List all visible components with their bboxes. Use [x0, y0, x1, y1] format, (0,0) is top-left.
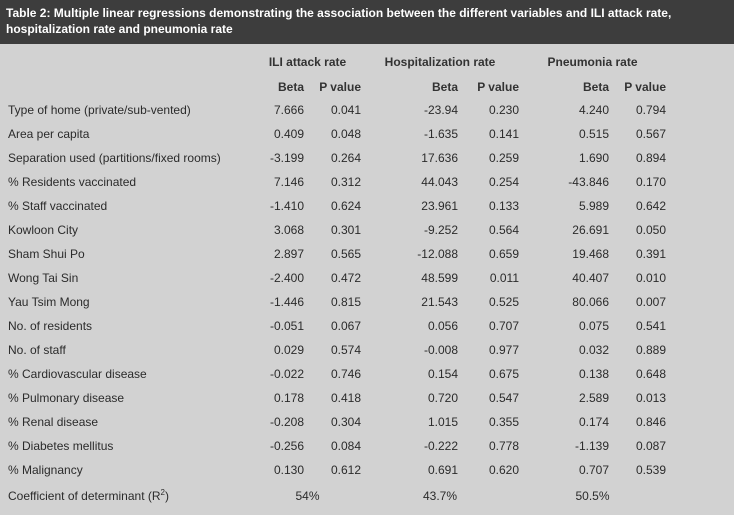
row-label: % Staff vaccinated [8, 199, 108, 213]
group-header-ili: ILI attack rate [268, 55, 347, 69]
cell-pneu-p-value: 0.013 [635, 391, 666, 405]
cell-hosp-p-value: 0.355 [488, 415, 519, 429]
cell-ili-p-value: 0.815 [330, 295, 361, 309]
cell-pneu-beta: 4.240 [578, 103, 609, 117]
cell-ili-beta: -1.410 [269, 199, 304, 213]
cell-ili-p-value: 0.746 [330, 367, 361, 381]
cell-hosp-beta: 17.636 [421, 151, 458, 165]
cell-pneu-p-value: 0.007 [635, 295, 666, 309]
row-label: % Renal disease [8, 415, 99, 429]
group-header-hospitalization: Hospitalization rate [384, 55, 496, 69]
cell-pneu-p-value: 0.391 [635, 247, 666, 261]
cell-pneu-beta: 5.989 [578, 199, 609, 213]
cell-pneu-beta: 0.707 [578, 463, 609, 477]
cell-pneu-beta: 0.515 [578, 127, 609, 141]
cell-hosp-p-value: 0.254 [488, 175, 519, 189]
cell-ili-beta: -0.051 [269, 319, 304, 333]
cell-hosp-beta: 21.543 [421, 295, 458, 309]
table-row [0, 266, 734, 290]
table-row [0, 314, 734, 338]
table-row [0, 290, 734, 314]
r2-ili: 54% [295, 489, 320, 503]
sub-header-p-value: P value [319, 80, 361, 94]
footer-label: Coefficient of determinant $(R^2)$ [8, 488, 169, 503]
cell-pneu-p-value: 0.794 [635, 103, 666, 117]
cell-hosp-p-value: 0.133 [488, 199, 519, 213]
cell-ili-p-value: 0.041 [330, 103, 361, 117]
row-label: % Pulmonary disease [8, 391, 125, 405]
table-row [0, 434, 734, 458]
cell-ili-p-value: 0.264 [330, 151, 361, 165]
cell-ili-p-value: 0.418 [330, 391, 361, 405]
cell-pneu-beta: 0.032 [578, 343, 609, 357]
cell-ili-p-value: 0.472 [330, 271, 361, 285]
cell-hosp-beta: 0.720 [427, 391, 458, 405]
cell-hosp-beta: -23.94 [423, 103, 458, 117]
cell-hosp-p-value: 0.011 [489, 271, 519, 285]
cell-hosp-p-value: 0.259 [488, 151, 519, 165]
cell-pneu-beta: 1.690 [578, 151, 609, 165]
row-label: % Cardiovascular disease [8, 367, 147, 381]
cell-ili-beta: -2.400 [269, 271, 304, 285]
group-header-pneumonia: Pneumonia rate [547, 55, 638, 69]
cell-ili-p-value: 0.084 [330, 439, 361, 453]
cell-pneu-p-value: 0.087 [635, 439, 666, 453]
cell-hosp-beta: 1.015 [427, 415, 458, 429]
cell-ili-beta: 3.068 [273, 223, 304, 237]
cell-hosp-p-value: 0.230 [488, 103, 519, 117]
cell-hosp-p-value: 0.977 [488, 343, 519, 357]
table-row [0, 386, 734, 410]
table-row [0, 146, 734, 170]
cell-pneu-p-value: 0.539 [635, 463, 666, 477]
cell-hosp-p-value: 0.547 [488, 391, 519, 405]
cell-ili-p-value: 0.304 [330, 415, 361, 429]
sub-header-beta: Beta [431, 80, 458, 94]
cell-pneu-p-value: 0.170 [635, 175, 666, 189]
cell-hosp-beta: -0.008 [423, 343, 458, 357]
table-row [0, 122, 734, 146]
cell-hosp-beta: 0.691 [427, 463, 458, 477]
row-label: Yau Tsim Mong [8, 295, 90, 309]
cell-ili-beta: -0.208 [269, 415, 304, 429]
cell-hosp-beta: 23.961 [421, 199, 458, 213]
sub-header-p-value: P value [477, 80, 519, 94]
cell-hosp-p-value: 0.675 [488, 367, 519, 381]
cell-ili-p-value: 0.301 [330, 223, 361, 237]
row-label: No. of residents [8, 319, 93, 333]
r2-pneumonia: 50.5% [575, 489, 610, 503]
cell-ili-beta: 0.130 [273, 463, 304, 477]
sub-header-p-value: P value [624, 80, 666, 94]
row-label: % Residents vaccinated [8, 175, 137, 189]
cell-pneu-beta: 40.407 [572, 271, 609, 285]
cell-pneu-p-value: 0.889 [635, 343, 666, 357]
cell-ili-beta: 0.178 [273, 391, 304, 405]
row-label: Area per capita [8, 127, 90, 141]
cell-hosp-beta: 0.154 [427, 367, 458, 381]
cell-ili-p-value: 0.312 [330, 175, 361, 189]
cell-ili-beta: -3.199 [269, 151, 304, 165]
cell-pneu-p-value: 0.846 [635, 415, 666, 429]
table-row [0, 218, 734, 242]
cell-hosp-p-value: 0.778 [488, 439, 519, 453]
row-label: % Diabetes mellitus [8, 439, 114, 453]
cell-hosp-p-value: 0.659 [488, 247, 519, 261]
table-caption [0, 0, 734, 44]
table-row [0, 242, 734, 266]
cell-hosp-p-value: 0.707 [488, 319, 519, 333]
sub-header-row [0, 76, 734, 98]
regression-table [0, 44, 734, 510]
cell-ili-beta: 0.029 [273, 343, 304, 357]
caption-line-2: hospitalization rate and pneumonia rate [6, 22, 233, 36]
cell-hosp-p-value: 0.620 [488, 463, 519, 477]
cell-ili-beta: -0.022 [269, 367, 304, 381]
row-label: Sham Shui Po [8, 247, 85, 261]
cell-pneu-beta: 2.589 [578, 391, 609, 405]
cell-ili-p-value: 0.574 [330, 343, 361, 357]
table-row [0, 194, 734, 218]
sub-header-beta: Beta [277, 80, 304, 94]
cell-pneu-p-value: 0.567 [635, 127, 666, 141]
table-row [0, 98, 734, 122]
table-row [0, 170, 734, 194]
row-label: No. of staff [8, 343, 66, 357]
cell-pneu-beta: -43.846 [568, 175, 609, 189]
row-label: Kowloon City [8, 223, 79, 237]
cell-hosp-p-value: 0.564 [488, 223, 519, 237]
row-label: Separation used (partitions/fixed rooms) [8, 151, 221, 165]
table-row [0, 362, 734, 386]
cell-ili-p-value: 0.612 [330, 463, 361, 477]
cell-pneu-p-value: 0.541 [635, 319, 666, 333]
cell-ili-p-value: 0.067 [330, 319, 361, 333]
cell-hosp-beta: -0.222 [423, 439, 458, 453]
row-label: Type of home (private/sub-vented) [8, 103, 191, 117]
cell-pneu-beta: -1.139 [574, 439, 609, 453]
cell-ili-p-value: 0.565 [330, 247, 361, 261]
table-row [0, 338, 734, 362]
cell-hosp-beta: -12.088 [417, 247, 458, 261]
cell-pneu-beta: 0.138 [578, 367, 609, 381]
cell-hosp-beta: -1.635 [423, 127, 458, 141]
cell-pneu-p-value: 0.050 [635, 223, 666, 237]
row-label: % Malignancy [8, 463, 83, 477]
cell-ili-beta: -0.256 [269, 439, 304, 453]
cell-hosp-beta: 48.599 [421, 271, 458, 285]
cell-pneu-p-value: 0.010 [635, 271, 666, 285]
cell-hosp-p-value: 0.141 [488, 127, 519, 141]
cell-ili-beta: 7.666 [273, 103, 304, 117]
cell-hosp-p-value: 0.525 [488, 295, 519, 309]
group-header-row [0, 44, 734, 76]
cell-ili-p-value: 0.624 [330, 199, 361, 213]
cell-hosp-beta: 0.056 [427, 319, 458, 333]
cell-pneu-p-value: 0.648 [635, 367, 666, 381]
cell-ili-beta: -1.446 [269, 295, 304, 309]
cell-ili-p-value: 0.048 [330, 127, 361, 141]
footer-row [0, 482, 734, 510]
cell-pneu-beta: 0.075 [578, 319, 609, 333]
cell-hosp-beta: -9.252 [423, 223, 458, 237]
cell-pneu-p-value: 0.642 [635, 199, 666, 213]
cell-pneu-beta: 80.066 [572, 295, 609, 309]
cell-pneu-beta: 19.468 [572, 247, 609, 261]
cell-ili-beta: 7.146 [273, 175, 304, 189]
table-row [0, 410, 734, 434]
cell-ili-beta: 2.897 [273, 247, 304, 261]
r2-hospitalization: 43.7% [422, 489, 458, 503]
header-spacer [0, 44, 254, 76]
cell-pneu-beta: 26.691 [572, 223, 609, 237]
cell-ili-beta: 0.409 [273, 127, 304, 141]
caption-line-1: Table 2: Multiple linear regressions demonstrating the association between the different variables and ILI attack rate, [6, 6, 672, 20]
cell-pneu-beta: 0.174 [578, 415, 609, 429]
row-label: Wong Tai Sin [8, 271, 79, 285]
sub-header-beta: Beta [582, 80, 609, 94]
cell-hosp-beta: 44.043 [421, 175, 458, 189]
cell-pneu-p-value: 0.894 [635, 151, 666, 165]
table-row [0, 458, 734, 482]
table-body [0, 98, 734, 482]
